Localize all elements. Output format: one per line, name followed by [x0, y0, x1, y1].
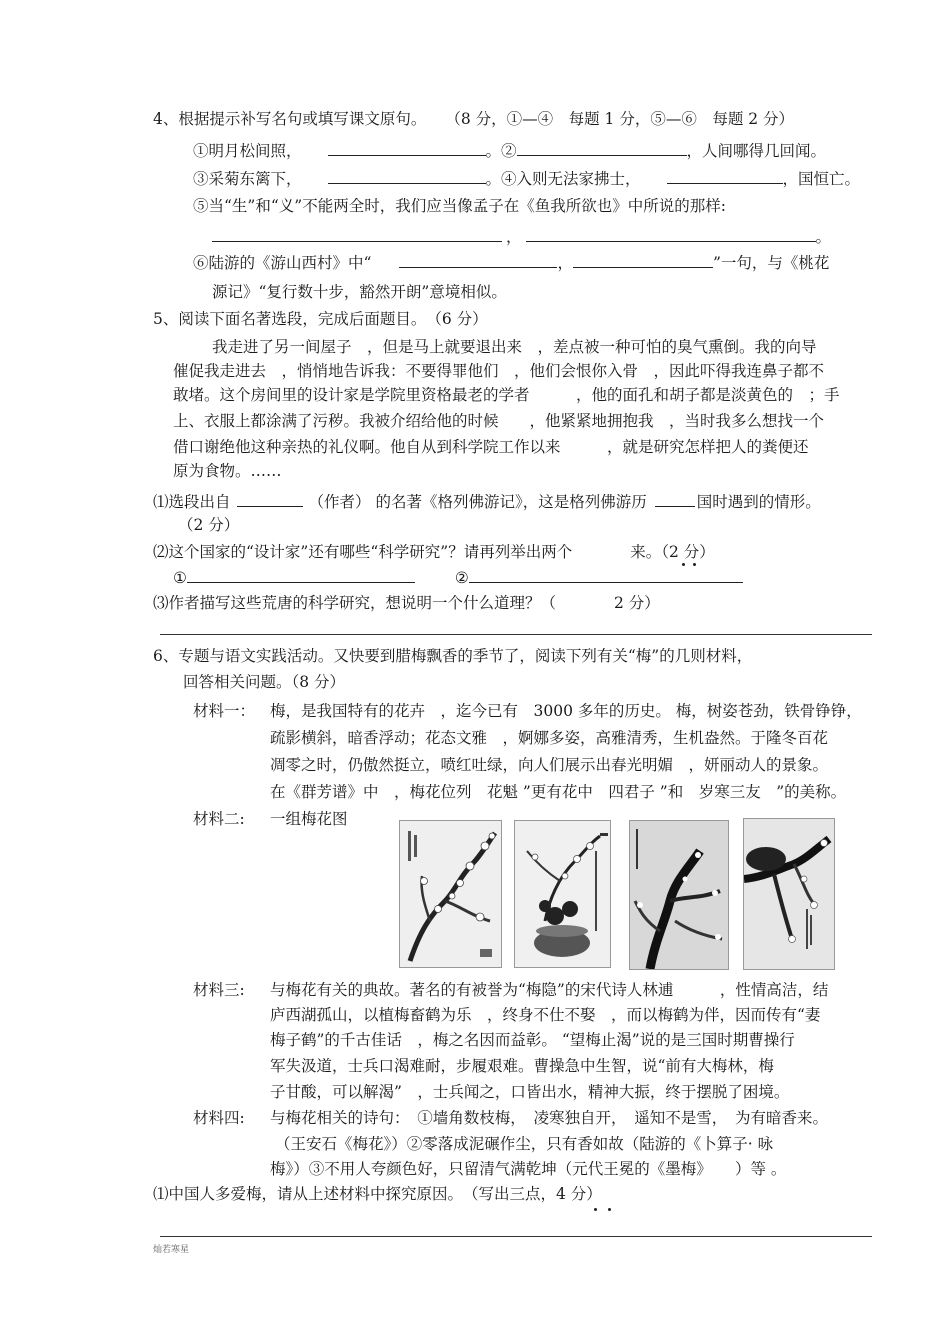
- answer-blank[interactable]: [328, 167, 486, 184]
- q4-text: ”一句，与《桃花: [712, 254, 830, 272]
- answer-line[interactable]: [160, 634, 872, 635]
- material-2-label: 材料二:: [193, 810, 245, 828]
- q4-line-4: [212, 225, 831, 248]
- q4-text: ，: [506, 228, 522, 246]
- material-2-text: 一组梅花图: [270, 810, 348, 828]
- material-3-line: 庐西湖孤山，以植梅畜鹤为乐 ，终身不仕不娶 ，而以梅鹤为伴，因而传有“妻: [270, 1006, 821, 1024]
- material-4-line: 梅》）③不用人夸颜色好，只留清气满乾坤（元代王冕的《墨梅》 ）等 。: [270, 1160, 787, 1178]
- q5-text: ⑴选段出自: [153, 493, 231, 511]
- answer-blank[interactable]: [517, 139, 687, 156]
- answer-blank[interactable]: [328, 139, 486, 156]
- q5-passage-line: 我走进了另一间屋子 ，但是马上就要退出来 ，差点被一种可怕的臭气熏倒。我的向导: [212, 338, 817, 356]
- plum-painting-2: [514, 820, 611, 968]
- material-1-line: 凋零之时，仍傲然挺立，喷红吐绿，向人们展示出春光明媚 ，妍丽动人的景象。: [270, 756, 829, 774]
- q5-passage-line: 借口谢绝他这种亲热的礼仪啊。他自从到科学院工作以来 ，就是研究怎样把人的粪便还: [173, 438, 809, 456]
- q5-text: ⑶作者描写这些荒唐的科学研究，想说明一个什么道理？（: [153, 594, 557, 612]
- q5-text: ①: [173, 569, 187, 587]
- q5-sub-3: [153, 592, 660, 614]
- material-1-line: 在《群芳谱》中 ，梅花位列 花魁 ”更有花中 四君子 ”和 岁寒三友 ”的美称。: [270, 783, 847, 801]
- answer-blank[interactable]: [469, 566, 743, 583]
- q4-title: [153, 108, 794, 130]
- q5-passage-line: 敢堵。这个房间里的设计家是学院里资格最老的学者 ，他的面孔和胡子都是淡黄色的 ；手: [173, 386, 840, 404]
- q5-sub-1: [153, 490, 821, 513]
- q5-text: ②: [454, 569, 469, 587]
- q5-text: （作者） 的名著《格列佛游记》，这是格列佛游历: [308, 493, 647, 511]
- plum-painting-3: [629, 820, 729, 970]
- q5-text: 来。（2 分）: [630, 543, 715, 561]
- q5-sub-2: [153, 541, 715, 563]
- answer-blank[interactable]: [212, 225, 502, 242]
- emphasis-dot: [594, 1208, 597, 1211]
- q4-line-3: ⑤当“生”和“义”不能两全时，我们应当像孟子在《鱼我所欲也》中所说的那样:: [193, 197, 726, 215]
- material-4-line: （王安石《梅花》）②零落成泥碾作尘，只有香如故（陆游的《卜算子· 咏: [275, 1135, 774, 1153]
- material-3-label: 材料三:: [193, 981, 245, 999]
- material-3-line: 子甘酸，可以解渴” ，士兵闻之，口皆出水，精神大振，终于摆脱了困境。: [270, 1083, 790, 1101]
- answer-blank[interactable]: [187, 566, 415, 583]
- q6-title: 6、专题与语文实践活动。又快要到腊梅飘香的季节了，阅读下列有关“梅”的几则材料，: [153, 647, 753, 665]
- q4-text: 。②: [485, 142, 517, 160]
- material-3-line: 军失汲道，士兵口渴难耐，步履艰难。曹操急中生智，说“前有大梅林，梅: [270, 1057, 774, 1075]
- q5-text: ⑵这个国家的“设计家”还有哪些“科学研究”？请再列举出两个: [153, 543, 573, 561]
- emphasis-dot: [608, 1208, 611, 1211]
- q5-passage-line: 催促我走进去 ，悄悄地告诉我：不要得罪他们 ，他们会恨你入骨 ，因此吓得我连鼻子都不: [173, 362, 825, 380]
- material-1-line: 梅，是我国特有的花卉 ，迄今已有 3000 多年的历史。 梅，树姿苍劲，铁骨铮铮，: [270, 702, 862, 720]
- q4-text: ③采菊东篱下，: [193, 170, 302, 188]
- q6-title-2: 回答相关问题。（8 分）: [183, 673, 346, 691]
- answer-blank[interactable]: [526, 225, 816, 242]
- answer-blank[interactable]: [399, 251, 557, 268]
- q4-text: 。: [815, 228, 832, 246]
- q4-text: ，: [557, 254, 573, 272]
- q4-line-2: [193, 167, 860, 190]
- q4-title-text: 4、根据提示补写名句或填写课文原句。: [153, 110, 427, 128]
- q4-text: ，国恒亡。: [782, 170, 861, 188]
- material-3-line: 与梅花有关的典故。著名的有被誉为“梅隐”的宋代诗人林逋 ，性情高洁，结: [270, 981, 829, 999]
- q5-passage-line: 上、衣服上都涂满了污秽。我被介绍给他的时候 ，他紧紧地拥抱我 ，当时我多么想找一个: [173, 412, 825, 430]
- answer-line[interactable]: [160, 1236, 872, 1237]
- material-4-line: 与梅花相关的诗句： ①墙角数枝梅， 凌寒独自开， 遥知不是雪， 为有暗香来。: [270, 1109, 829, 1127]
- q4-line-1: [193, 139, 826, 162]
- q5-sub-2-answers: [173, 566, 743, 589]
- material-3-line: 梅子鹤”的千古佳话 ，梅之名因而益彰。 “望梅止渴”说的是三国时期曹操行: [270, 1031, 795, 1049]
- q5-sub-1-score: （2 分）: [178, 516, 240, 534]
- material-4-label: 材料四:: [193, 1109, 245, 1127]
- q4-text: 。④入则无法家拂士，: [485, 170, 641, 188]
- q4-text: ①明月松间照，: [193, 142, 302, 160]
- q5-text: 2 分）: [614, 594, 660, 612]
- plum-painting-4: [743, 818, 835, 970]
- page-footer: 灿若寒星: [153, 1245, 190, 1255]
- q5-passage-line: 原为食物。……: [173, 462, 282, 480]
- q4-text: ，人间哪得几回闻。: [686, 142, 827, 160]
- answer-blank[interactable]: [667, 167, 783, 184]
- answer-blank[interactable]: [573, 251, 713, 268]
- q4-score: （8 分，①—④ 每题 1 分，⑤—⑥ 每题 2 分）: [445, 110, 795, 128]
- q4-line-5: [193, 251, 829, 274]
- q6-sub-1: ⑴中国人多爱梅，请从上述材料中探究原因。 （写出三点，4 分）: [153, 1185, 602, 1203]
- q4-text: ⑥陆游的《游山西村》中“: [193, 254, 372, 272]
- material-1-line: 疏影横斜，暗香浮动；花态文雅 ，婀娜多姿，高雅清秀，生机盎然。于隆冬百花: [270, 729, 829, 747]
- plum-painting-1: [399, 820, 502, 968]
- q5-text: 国时遇到的情形。: [696, 493, 821, 511]
- q4-line-6: 源记》“复行数十步，豁然开朗”意境相似。: [212, 283, 507, 301]
- answer-blank[interactable]: [237, 490, 303, 507]
- answer-blank[interactable]: [655, 490, 695, 507]
- material-1-label: 材料一：: [193, 702, 256, 720]
- q5-title: 5、阅读下面名著选段，完成后面题目。 （6 分）: [153, 310, 488, 328]
